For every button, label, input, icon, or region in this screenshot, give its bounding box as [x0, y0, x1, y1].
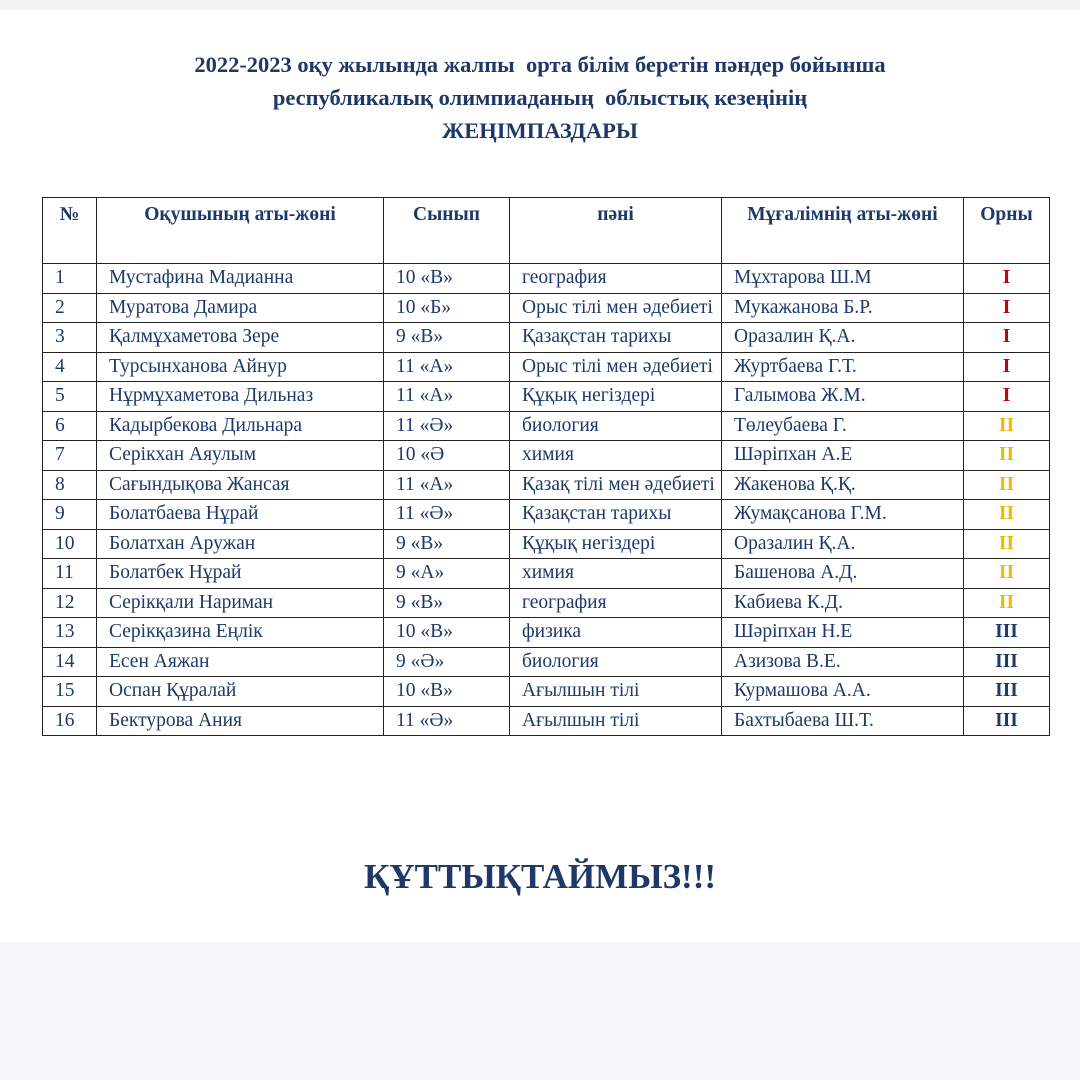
- cell-teacher: Курмашова А.А.: [722, 677, 964, 707]
- cell-subject: Қазақстан тарихы: [510, 323, 722, 353]
- cell-subject: химия: [510, 441, 722, 471]
- header-subject: пәні: [510, 198, 722, 264]
- cell-num: 12: [43, 588, 97, 618]
- table-row: [43, 382, 1050, 412]
- table-row: [43, 352, 1050, 382]
- cell-teacher: Жумақсанова Г.М.: [722, 500, 964, 530]
- cell-subject: биология: [510, 411, 722, 441]
- top-strip: [0, 0, 1080, 10]
- cell-place: I: [964, 293, 1050, 323]
- cell-name: Қалмұхаметова Зере: [97, 323, 384, 353]
- cell-teacher: Оразалин Қ.А.: [722, 529, 964, 559]
- cell-teacher: Бахтыбаева Ш.Т.: [722, 706, 964, 736]
- header-teacher: Мұғалімнің аты-жөні: [722, 198, 964, 264]
- table-row: [43, 500, 1050, 530]
- table-row: [43, 264, 1050, 294]
- cell-class: 10 «В»: [384, 264, 510, 294]
- cell-teacher: Шәріпхан Н.Е: [722, 618, 964, 648]
- table-row: [43, 618, 1050, 648]
- table-row: [43, 677, 1050, 707]
- header-num: №: [43, 198, 97, 264]
- cell-num: 13: [43, 618, 97, 648]
- cell-place: II: [964, 529, 1050, 559]
- cell-num: 15: [43, 677, 97, 707]
- table-row: [43, 559, 1050, 589]
- header-place: Орны: [964, 198, 1050, 264]
- cell-place: II: [964, 500, 1050, 530]
- cell-num: 5: [43, 382, 97, 412]
- table-row: [43, 588, 1050, 618]
- cell-num: 1: [43, 264, 97, 294]
- cell-teacher: Шәріпхан А.Е: [722, 441, 964, 471]
- cell-teacher: Оразалин Қ.А.: [722, 323, 964, 353]
- cell-place: II: [964, 470, 1050, 500]
- cell-place: I: [964, 382, 1050, 412]
- cell-name: Мустафина Мадианна: [97, 264, 384, 294]
- cell-name: Болатбаева Нұрай: [97, 500, 384, 530]
- cell-subject: Ағылшын тілі: [510, 706, 722, 736]
- table-row: [43, 470, 1050, 500]
- cell-place: II: [964, 559, 1050, 589]
- cell-name: Муратова Дамира: [97, 293, 384, 323]
- cell-class: 11 «Ә»: [384, 411, 510, 441]
- cell-name: Бектурова Ания: [97, 706, 384, 736]
- cell-name: Турсынханова Айнур: [97, 352, 384, 382]
- cell-class: 11 «Ә»: [384, 500, 510, 530]
- cell-subject: Орыс тілі мен әдебиеті: [510, 352, 722, 382]
- header-name: Оқушының аты-жөні: [97, 198, 384, 264]
- cell-subject: Қазақ тілі мен әдебиеті: [510, 470, 722, 500]
- cell-class: 9 «В»: [384, 588, 510, 618]
- cell-num: 2: [43, 293, 97, 323]
- cell-name: Сағындықова Жансая: [97, 470, 384, 500]
- title-line-2: республикалық олимпиаданың облыстық кезеңінің: [272, 85, 808, 110]
- cell-class: 9 «В»: [384, 323, 510, 353]
- cell-name: Серікқали Нариман: [97, 588, 384, 618]
- cell-subject: биология: [510, 647, 722, 677]
- cell-class: 11 «А»: [384, 352, 510, 382]
- cell-subject: Қазақстан тарихы: [510, 500, 722, 530]
- cell-name: Серікқазина Еңлік: [97, 618, 384, 648]
- cell-num: 9: [43, 500, 97, 530]
- cell-place: I: [964, 264, 1050, 294]
- cell-name: Болатхан Аружан: [97, 529, 384, 559]
- cell-place: III: [964, 706, 1050, 736]
- cell-class: 11 «Ә»: [384, 706, 510, 736]
- header-class: Сынып: [384, 198, 510, 264]
- cell-class: 10 «Ә: [384, 441, 510, 471]
- cell-class: 10 «Б»: [384, 293, 510, 323]
- cell-class: 9 «В»: [384, 529, 510, 559]
- cell-subject: география: [510, 588, 722, 618]
- cell-name: Нұрмұхаметова Дильназ: [97, 382, 384, 412]
- cell-place: II: [964, 588, 1050, 618]
- cell-class: 10 «В»: [384, 677, 510, 707]
- cell-name: Есен Аяжан: [97, 647, 384, 677]
- cell-subject: Құқық негіздері: [510, 382, 722, 412]
- table-row: [43, 706, 1050, 736]
- table-header-row: [43, 198, 1050, 264]
- cell-teacher: Азизова В.Е.: [722, 647, 964, 677]
- table-row: [43, 411, 1050, 441]
- cell-name: Болатбек Нұрай: [97, 559, 384, 589]
- congratulations-text: ҚҰТТЫҚТАЙМЫЗ!!!: [363, 857, 717, 896]
- cell-place: I: [964, 352, 1050, 382]
- table-row: [43, 529, 1050, 559]
- cell-num: 14: [43, 647, 97, 677]
- cell-place: III: [964, 677, 1050, 707]
- cell-place: III: [964, 618, 1050, 648]
- cell-num: 16: [43, 706, 97, 736]
- cell-subject: физика: [510, 618, 722, 648]
- cell-num: 3: [43, 323, 97, 353]
- cell-class: 9 «А»: [384, 559, 510, 589]
- cell-place: II: [964, 441, 1050, 471]
- cell-teacher: Төлеубаева Г.: [722, 411, 964, 441]
- cell-teacher: Кабиева К.Д.: [722, 588, 964, 618]
- cell-num: 10: [43, 529, 97, 559]
- cell-num: 8: [43, 470, 97, 500]
- cell-place: II: [964, 411, 1050, 441]
- title-line-3: ЖЕҢІМПАЗДАРЫ: [441, 118, 638, 143]
- cell-name: Кадырбекова Дильнара: [97, 411, 384, 441]
- cell-name: Оспан Құралай: [97, 677, 384, 707]
- table-row: [43, 293, 1050, 323]
- cell-subject: Ағылшын тілі: [510, 677, 722, 707]
- title-line-1: 2022-2023 оқу жылында жалпы орта білім беретін пәндер бойынша: [194, 52, 886, 77]
- cell-teacher: Мұхтарова Ш.М: [722, 264, 964, 294]
- cell-num: 11: [43, 559, 97, 589]
- table-row: [43, 647, 1050, 677]
- cell-subject: география: [510, 264, 722, 294]
- cell-subject: химия: [510, 559, 722, 589]
- cell-subject: Орыс тілі мен әдебиеті: [510, 293, 722, 323]
- document-title: [0, 48, 1080, 147]
- cell-teacher: Галымова Ж.М.: [722, 382, 964, 412]
- cell-name: Серікхан Аяулым: [97, 441, 384, 471]
- cell-num: 6: [43, 411, 97, 441]
- winners-table: [42, 197, 1050, 736]
- cell-teacher: Мукажанова Б.Р.: [722, 293, 964, 323]
- cell-place: III: [964, 647, 1050, 677]
- cell-num: 4: [43, 352, 97, 382]
- cell-num: 7: [43, 441, 97, 471]
- table-row: [43, 441, 1050, 471]
- cell-class: 11 «А»: [384, 470, 510, 500]
- cell-teacher: Башенова А.Д.: [722, 559, 964, 589]
- cell-place: I: [964, 323, 1050, 353]
- cell-class: 9 «Ә»: [384, 647, 510, 677]
- cell-class: 10 «В»: [384, 618, 510, 648]
- cell-subject: Құқық негіздері: [510, 529, 722, 559]
- table-row: [43, 323, 1050, 353]
- cell-teacher: Жакенова Қ.Қ.: [722, 470, 964, 500]
- table-body: [43, 264, 1050, 736]
- cell-teacher: Журтбаева Г.Т.: [722, 352, 964, 382]
- cell-class: 11 «А»: [384, 382, 510, 412]
